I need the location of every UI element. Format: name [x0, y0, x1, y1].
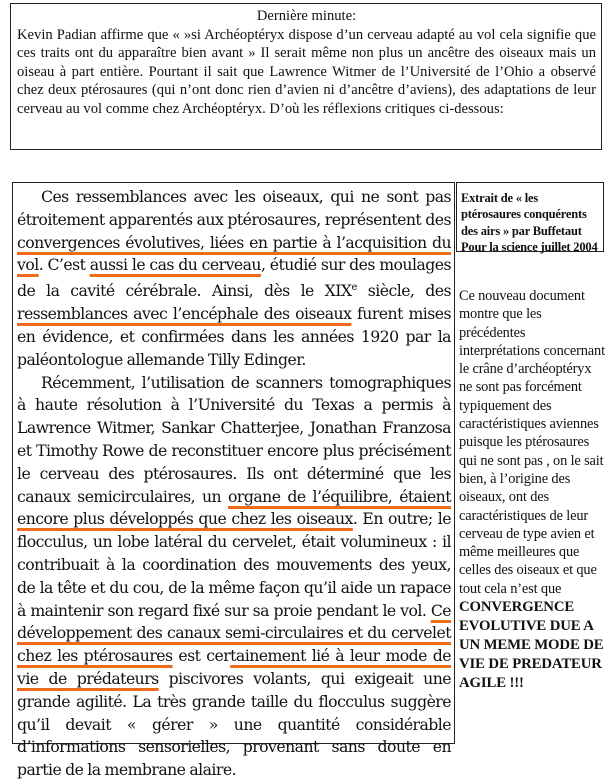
breaking-news-body: Kevin Padian affirme que « »si Archéoptéryx dispose d’un cerveau adapté au vol cela signifie que ces traits ont du apparaître bien avant » Il serait même non plus un ancêtre des oiseaux mais un oiseau à part entière. Pourtant il sait que Lawrence Witmer de l’Université de l’Ohio a observé chez deux ptérosaures (qui n’ont donc rien d’avien ni d’ancêtre d’aviens), des adaptations de leur cerveau au vol comme chez Archéoptéryx. D’où les réflexions critiques ci-dessous: [17, 26, 596, 117]
text-segment: Ces ressemblances avec les oiseaux, qui ne sont pas étroitement apparentés aux ptérosaures, représentent des [17, 187, 451, 229]
text-segment: , étudié sur des moulages de la cavité cérébrale. Ainsi, dès le XIX [17, 255, 451, 301]
text-segment: furent mises en évidence, et confirmées dans les années 1920 par la paléontologue allemande Tilly Edinger. [17, 304, 451, 369]
text-segment: . C’est [38, 255, 90, 275]
highlighted-phrase: tainement lié à leur mode de vie de prédateurs [17, 646, 451, 688]
highlighted-phrase: Ce développement des canaux semi-circulaires et du cervelet chez les ptérosaures [17, 600, 451, 666]
highlighted-phrase: aussi le cas du cerveau [89, 255, 261, 275]
text-segment: est cer [172, 646, 231, 666]
article-paragraph-1 [17, 186, 451, 372]
breaking-news-box [10, 3, 602, 150]
commentary-body: Ce nouveau document montre que les précédentes interprétations concernant le crâne d’archéoptéryx ne sont pas forcément typiquement des caractéristiques aviennes puisque les ptérosaures qui ne sont pas , on le sait bien, à l’origine des oiseaux, ont des caractéristiques de leur cerveau de type avien et même meilleures que celles des oiseaux et que tout cela n’est que [459, 288, 605, 597]
commentary-conclusion: CONVERGENCE EVOLUTIVE DUE A UN MEME MODE DE VIE DE PREDATEUR AGILE !!! [459, 599, 604, 692]
text-segment: siècle, des [356, 281, 451, 301]
source-citation-text: Extrait de « les ptérosaures conquérents des airs » par Buffetaut Pour la science juillet 2004 [461, 191, 598, 255]
article-paragraph-2 [17, 372, 451, 782]
source-citation-box [456, 182, 604, 255]
superscript: e [351, 282, 357, 294]
highlighted-phrase: organe de l’équilibre, étaient encore plus développés que chez les oiseaux [17, 486, 451, 529]
text-segment: . En outre; le flocculus, un lobe latéral du cervelet, était volumineux : il contribuait à la coordination des mouvements des yeux, de la tête et du cou, de la même façon qu’il aide un rapace à maintenir son regard fixé sur sa proie pendant le vol. [17, 509, 451, 620]
breaking-news-title: Dernière minute: [256, 8, 357, 24]
text-segment: Récemment, l’utilisation de scanners tomographiques à haute résolution à l’Université du Texas a permis à Lawrence Witmer, Sankar Chatterjee, Jonathan Franzosa et Timothy Rowe de reconstituer encore plus précisément le cerveau des ptérosaures. Ils ont déterminé que les canaux semicirculaires, un [17, 372, 451, 506]
author-commentary [459, 287, 606, 693]
highlighted-phrase: convergences évolutives, liées en partie à l’acquisition du vol [17, 232, 451, 275]
highlighted-phrase: ressemblances avec l’encéphale des oiseaux [17, 304, 352, 324]
article-excerpt-box [12, 182, 455, 780]
text-segment: piscivores volants, qui exigeait une grande agilité. La très grande taille du flocculus suggère qu’il devait « gérer » une quantité considérable d’informations sensorielles, provenant sans doute en partie de la membrane alaire. [17, 668, 452, 780]
